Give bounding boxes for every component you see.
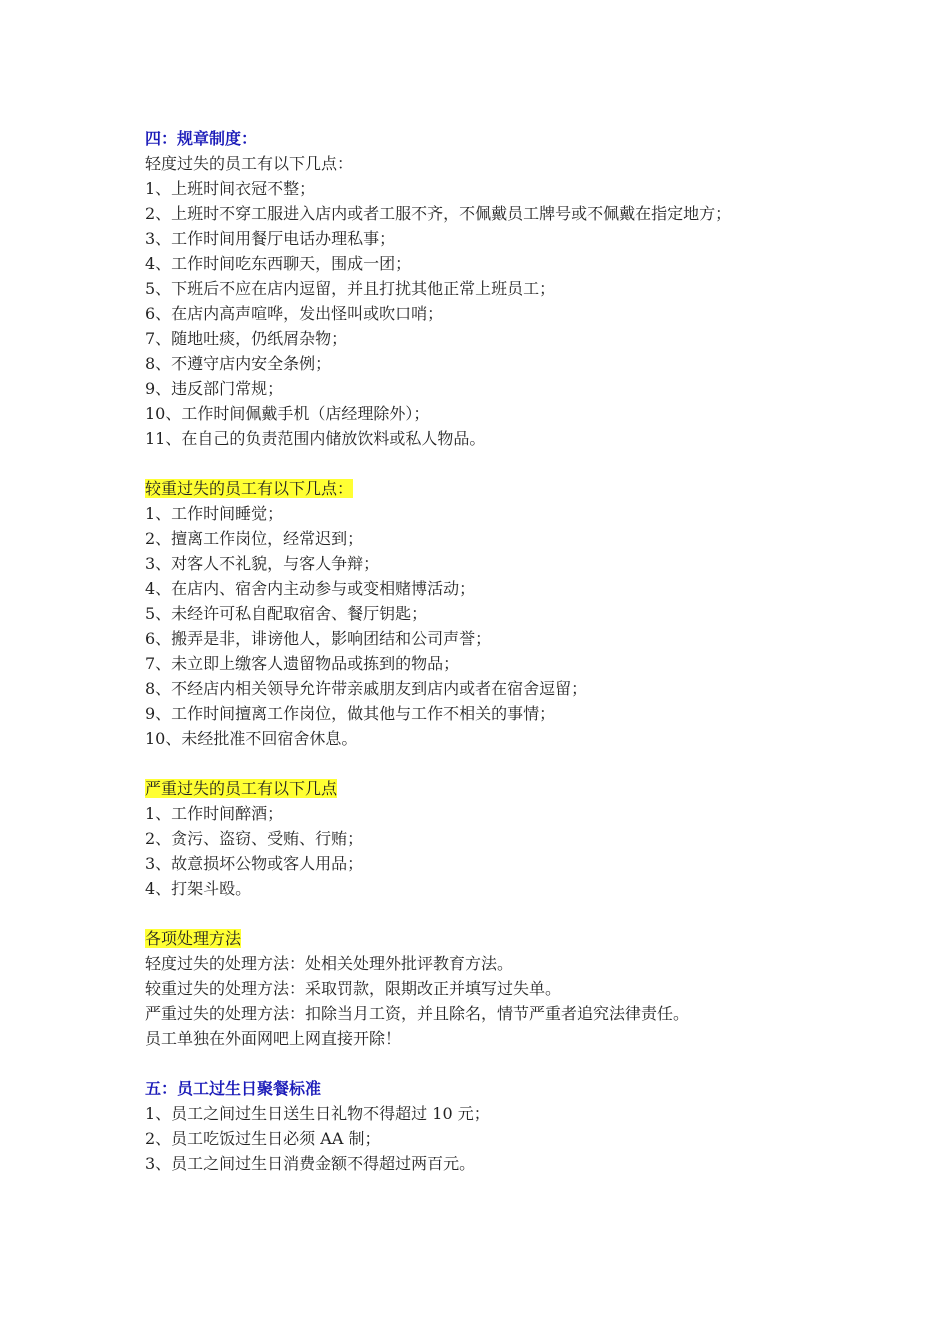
spacer <box>145 901 825 926</box>
birthday-rules-list <box>145 1101 825 1176</box>
handling-list <box>145 951 825 1051</box>
list-item: 7、未立即上缴客人遗留物品或拣到的物品； <box>145 654 460 673</box>
list-item: 9、工作时间擅离工作岗位，做其他与工作不相关的事情； <box>145 704 556 723</box>
list-item: 9、违反部门常规； <box>145 379 284 398</box>
list-item: 11、在自己的负责范围内储放饮料或私人物品。 <box>145 429 486 448</box>
serious-faults-list <box>145 801 825 901</box>
list-item: 4、打架斗殴。 <box>145 879 252 898</box>
minor-faults-list <box>145 176 825 451</box>
list-item: 4、工作时间吃东西聊天，围成一团； <box>145 254 412 273</box>
list-item: 7、随地吐痰，仍纸屑杂物； <box>145 329 348 348</box>
list-item: 1、工作时间睡觉； <box>145 504 284 523</box>
list-item: 2、贪污、盗窃、受贿、行贿； <box>145 829 364 848</box>
list-item: 3、员工之间过生日消费金额不得超过两百元。 <box>145 1154 476 1173</box>
list-item: 8、不遵守店内安全条例； <box>145 354 332 373</box>
moderate-faults-list <box>145 501 825 751</box>
list-item: 6、搬弄是非，诽谤他人，影响团结和公司声誉； <box>145 629 492 648</box>
list-item: 1、上班时间衣冠不整； <box>145 179 316 198</box>
spacer <box>145 751 825 776</box>
list-item: 2、上班时不穿工服进入店内或者工服不齐，不佩戴员工牌号或不佩戴在指定地方； <box>145 204 732 223</box>
list-item: 3、对客人不礼貌，与客人争辩； <box>145 554 380 573</box>
list-item: 1、工作时间醉酒； <box>145 804 284 823</box>
list-item: 2、员工吃饭过生日必须 AA 制； <box>145 1129 381 1148</box>
section4-heading: 四：规章制度： <box>145 129 258 148</box>
handling-title-row <box>145 926 825 951</box>
list-item: 轻度过失的处理方法：处相关处理外批评教育方法。 <box>145 954 514 973</box>
list-item: 较重过失的处理方法：采取罚款，限期改正并填写过失单。 <box>145 979 562 998</box>
list-item: 4、在店内、宿舍内主动参与或变相赌博活动； <box>145 579 476 598</box>
list-item: 2、擅离工作岗位，经常迟到； <box>145 529 364 548</box>
serious-faults-title: 严重过失的员工有以下几点 <box>145 779 338 798</box>
serious-faults-title-row <box>145 776 825 801</box>
moderate-faults-title-row <box>145 476 825 501</box>
list-item: 5、下班后不应在店内逗留，并且打扰其他正常上班员工； <box>145 279 556 298</box>
list-item: 3、工作时间用餐厅电话办理私事； <box>145 229 396 248</box>
spacer <box>145 1051 825 1076</box>
list-item: 10、工作时间佩戴手机（店经理除外）； <box>145 404 430 423</box>
list-item: 10、未经批准不回宿舍休息。 <box>145 729 358 748</box>
list-item: 8、不经店内相关领导允许带亲戚朋友到店内或者在宿舍逗留； <box>145 679 588 698</box>
list-item: 6、在店内高声喧哗，发出怪叫或吹口哨； <box>145 304 444 323</box>
handling-title: 各项处理方法 <box>145 929 242 948</box>
list-item: 严重过失的处理方法：扣除当月工资，并且除名，情节严重者追究法律责任。 <box>145 1004 690 1023</box>
document-page <box>145 126 825 1176</box>
spacer <box>145 451 825 476</box>
section5-heading: 五：员工过生日聚餐标准 <box>145 1079 322 1098</box>
moderate-faults-title: 较重过失的员工有以下几点： <box>145 479 354 498</box>
list-item: 1、员工之间过生日送生日礼物不得超过 10 元； <box>145 1104 490 1123</box>
list-item: 员工单独在外面网吧上网直接开除！ <box>145 1029 402 1048</box>
minor-faults-title: 轻度过失的员工有以下几点： <box>145 154 354 173</box>
list-item: 5、未经许可私自配取宿舍、餐厅钥匙； <box>145 604 428 623</box>
list-item: 3、故意损坏公物或客人用品； <box>145 854 364 873</box>
